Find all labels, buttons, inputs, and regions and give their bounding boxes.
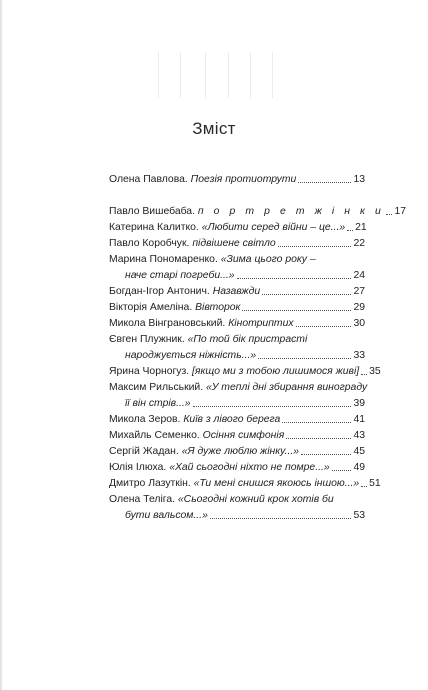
toc-entry bbox=[109, 492, 365, 524]
entry-author: Дмитро Лазуткін. bbox=[109, 478, 191, 489]
leader-dots bbox=[361, 364, 367, 375]
entry-author: Олена Теліга. bbox=[109, 494, 176, 505]
entry-title: «Сьогодні кожний крок хотів би bbox=[177, 494, 334, 505]
show-through-marks bbox=[150, 52, 300, 102]
entry-author: Павло Коробчук. bbox=[109, 238, 190, 249]
entry-title: Осіння симфонія bbox=[202, 430, 285, 441]
page-edge-shadow bbox=[0, 0, 3, 690]
toc-entry bbox=[109, 220, 365, 236]
entry-title: Вівторок bbox=[195, 302, 241, 313]
leader-dots bbox=[237, 268, 352, 279]
entry-author: Ярина Чорногуз. bbox=[109, 366, 190, 377]
entry-title: «Любити серед війни – це...» bbox=[201, 222, 346, 233]
entry-title-continued: народжується ніжність...» bbox=[125, 350, 257, 361]
page-title: Зміст bbox=[192, 119, 236, 138]
entry-title: «Хай сьогодні ніхто не помре...» bbox=[169, 462, 330, 473]
leader-dots bbox=[210, 508, 352, 519]
entry-title: п о р т р е т ж і н к и bbox=[197, 206, 385, 217]
entry-page-number: 22 bbox=[353, 238, 365, 249]
entry-author: Євген Плужник. bbox=[109, 334, 185, 345]
entry-title: «По той бік пристрасті bbox=[187, 334, 308, 345]
entry-page-number: 17 bbox=[394, 206, 406, 217]
entry-title: Кінотриптих bbox=[228, 318, 294, 329]
entry-title: «У теплі дні збирання винограду bbox=[206, 382, 368, 393]
toc-entry bbox=[109, 236, 365, 252]
entry-page-number: 43 bbox=[353, 430, 365, 441]
leader-dots bbox=[286, 428, 351, 439]
entry-page-number: 33 bbox=[353, 350, 365, 361]
entry-page-number: 24 bbox=[353, 270, 365, 281]
entry-page-number: 30 bbox=[353, 318, 365, 329]
entry-author: Микола Зеров. bbox=[109, 414, 181, 425]
toc-entry bbox=[109, 284, 365, 300]
toc-entry bbox=[109, 444, 365, 460]
entry-page-number: 41 bbox=[353, 414, 365, 425]
entry-page-number: 21 bbox=[355, 222, 367, 233]
leader-dots bbox=[361, 476, 367, 487]
toc-entry bbox=[109, 204, 406, 220]
toc-entry bbox=[109, 364, 381, 380]
entry-title: «Ти мені снишся якоюсь іншою...» bbox=[193, 478, 360, 489]
toc-entry bbox=[109, 252, 365, 284]
leader-dots bbox=[301, 444, 351, 455]
leader-dots bbox=[282, 412, 351, 423]
toc-entry bbox=[109, 332, 365, 364]
entry-author: Олена Павлова. bbox=[109, 174, 188, 185]
entry-page-number: 53 bbox=[353, 510, 365, 521]
leader-dots bbox=[347, 220, 353, 231]
entry-page-number: 49 bbox=[353, 462, 365, 473]
leader-dots bbox=[242, 300, 351, 311]
leader-dots bbox=[296, 316, 352, 327]
entry-title: Київ з лівого берега bbox=[183, 414, 281, 425]
leader-dots bbox=[258, 348, 351, 359]
leader-dots bbox=[332, 460, 352, 471]
toc-entry bbox=[109, 172, 365, 188]
toc-entry bbox=[109, 428, 365, 444]
toc-entry bbox=[109, 412, 365, 428]
entry-author: Катерина Калитко. bbox=[109, 222, 199, 233]
leader-dots bbox=[262, 284, 351, 295]
leader-dots bbox=[386, 204, 392, 215]
leader-dots bbox=[298, 172, 351, 183]
toc-entry bbox=[109, 300, 365, 316]
entry-author: Вікторія Амеліна. bbox=[109, 302, 193, 313]
entry-page-number: 27 bbox=[353, 286, 365, 297]
entry-page-number: 39 bbox=[353, 398, 365, 409]
entry-page-number: 51 bbox=[369, 478, 381, 489]
entry-title: [якщо ми з тобою лишимося живі] bbox=[192, 366, 360, 377]
entry-title: підвішене світло bbox=[192, 238, 276, 249]
entry-title: Поезія протиотрути bbox=[190, 174, 297, 185]
entry-title: «Я дуже люблю жінку...» bbox=[181, 446, 300, 457]
entry-author: Сергій Жадан. bbox=[109, 446, 179, 457]
toc-entry bbox=[109, 316, 365, 332]
leader-dots bbox=[193, 396, 352, 407]
toc-entry bbox=[109, 460, 365, 476]
entry-author: Максим Рильський. bbox=[109, 382, 204, 393]
entry-title-continued: бути вальсом...» bbox=[125, 510, 208, 521]
leader-dots bbox=[278, 236, 352, 247]
toc-entry bbox=[109, 476, 381, 492]
entry-author: Павло Вишебаба. bbox=[109, 206, 195, 217]
toc-entry bbox=[109, 380, 368, 412]
entry-page-number: 45 bbox=[353, 446, 365, 457]
entry-page-number: 13 bbox=[353, 174, 365, 185]
entry-page-number: 35 bbox=[369, 366, 381, 377]
entry-author: Михайль Семенко. bbox=[109, 430, 200, 441]
entry-author: Богдан-Ігор Антонич. bbox=[109, 286, 210, 297]
entry-title: Назавжди bbox=[212, 286, 261, 297]
entry-title-continued: її він стрів...» bbox=[125, 398, 191, 409]
entry-page-number: 29 bbox=[353, 302, 365, 313]
entry-title-continued: наче старі погреби...» bbox=[125, 270, 235, 281]
entry-author: Юлія Ілюха. bbox=[109, 462, 167, 473]
entry-author: Марина Пономаренко. bbox=[109, 254, 218, 265]
entry-author: Микола Вінграновський. bbox=[109, 318, 226, 329]
entry-title: «Зима цього року – bbox=[220, 254, 316, 265]
